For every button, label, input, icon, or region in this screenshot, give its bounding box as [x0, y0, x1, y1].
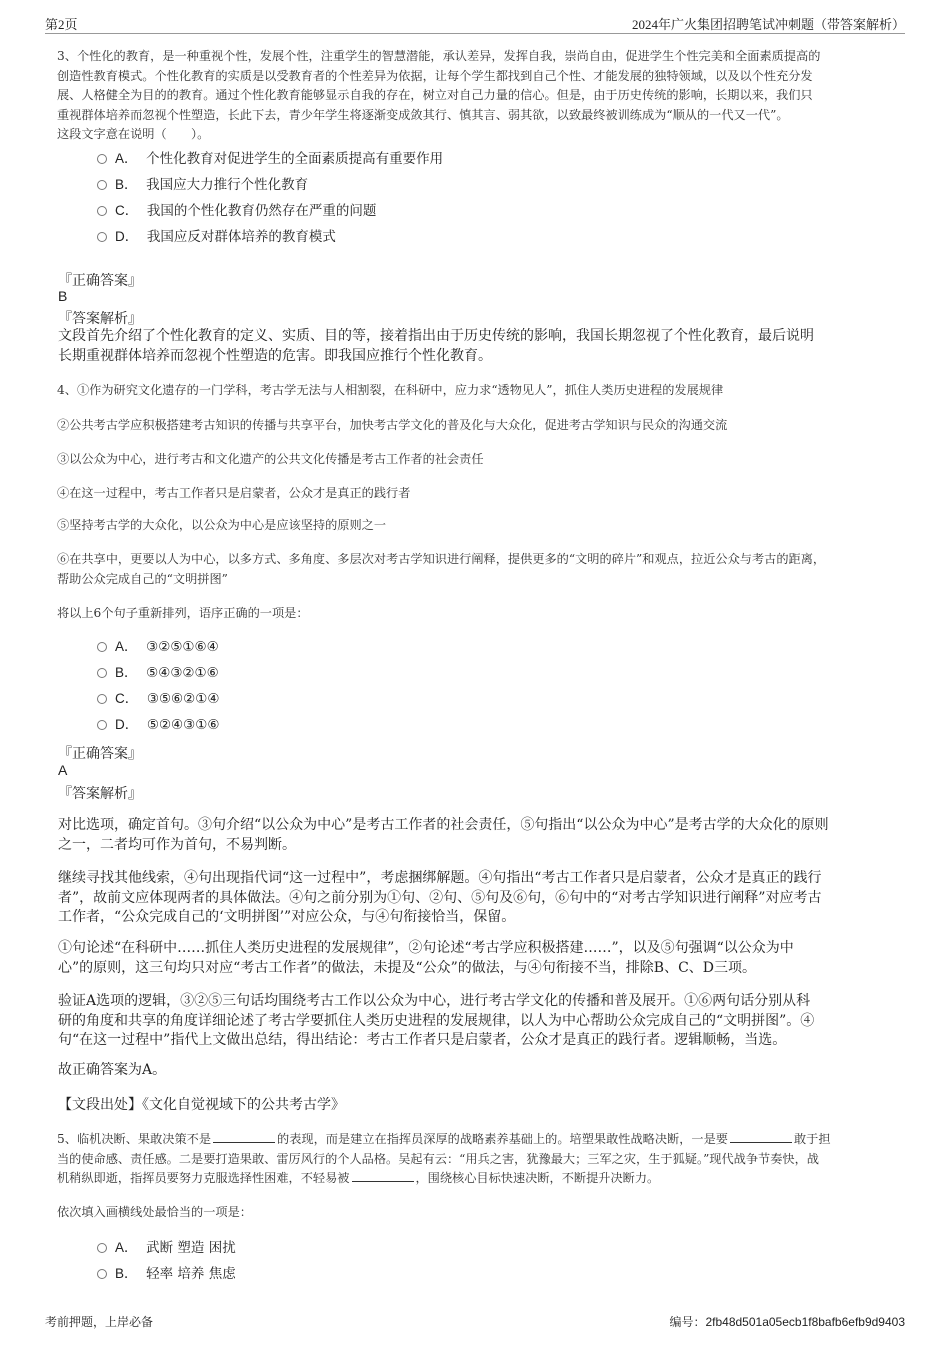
- question-3-line: 创造性教育模式。个性化教育的实质是以受教育者的个性差异为依据，让每个学生都找到自己个性、才能发展的独特领域，以及以个性充分发: [57, 68, 813, 83]
- document-title: 2024年广火集团招聘笔试冲刺题（带答案解析）: [631, 17, 905, 32]
- q4-option-b[interactable]: B． ⑤④③②①⑥: [97, 664, 219, 682]
- radio-icon[interactable]: [97, 232, 107, 242]
- question-3-line: 重视群体培养而忽视个性塑造，长此下去，青少年学生将逐渐变成敛其行、慎其言、弱其欲，以致最终被训练成为“顺从的一代又一代”。: [57, 107, 789, 122]
- q5-option-a[interactable]: A． 武断 塑造 困扰: [97, 1239, 236, 1257]
- q4-analysis-p4: 验证A选项的逻辑，③②⑤三句话均围绕考古工作以公众为中心，进行考古学文化的传播和普及展开。①⑥两句话分别从科 研的角度和共享的角度详细论述了考古学要抓住人类历史进程的发展规律，以人为中心帮助公众完成自己的“文明拼图”。④ 句“在这一过程中”指代上文做出总结，得出结论：考古工作者只是启蒙者，公众才是真正的践行者。逻辑顺畅，当选。: [58, 993, 815, 1049]
- q4-option-d[interactable]: D． ⑤②④③①⑥: [97, 716, 219, 734]
- radio-icon[interactable]: [97, 206, 107, 216]
- radio-icon[interactable]: [97, 694, 107, 704]
- question-5-stem: 5、临机决断、果敢决策不是 的表现，而是建立在指挥员深厚的战略素养基础上的。培塑果敢性战略决断，一是要 敢于担 当的使命感、责任感。二是要打造果敢、雷厉风行的个人品格。吴起有云：“用兵之害，犹豫最大；三军之灾，生于狐疑。”现代战争节奏快，战 机稍纵即逝，指挥员要努力克服选择性困难，不轻易被 ，围绕核心目标快速决断，不断提升决断力。: [57, 1132, 831, 1186]
- radio-icon[interactable]: [97, 668, 107, 678]
- q4-analysis-p2: 继续寻找其他线索，④句出现指代词“这一过程中”，考虑捆绑解题。④句指出“考古工作者只是启蒙者，公众才是真正的践行 者”，故前文应体现两者的具体做法。④句之前分别为①句、②句、⑤句及⑥句，⑥句中的“对考古学知识进行阐释”对应考古 工作者，“公众完成自己的‘文明拼图’”对应公众，与④句衔接恰当，保留。: [58, 870, 822, 926]
- q4-sentence-4: ④在这一过程中，考古工作者只是启蒙者，公众才是真正的践行者: [57, 486, 411, 500]
- q4-sentence-1: 4、①作为研究文化遗存的一门学科，考古学无法与人相割裂，在科研中，应力求“透物见人”，抓住人类历史进程的发展规律: [57, 383, 724, 397]
- footer-slogan: 考前押题，上岸必备: [45, 1315, 154, 1329]
- question-3-stem: [57, 47, 917, 145]
- q4-option-c[interactable]: C． ③⑤⑥②①④: [97, 690, 219, 708]
- q3-option-d[interactable]: D． 我国应反对群体培养的教育模式: [97, 228, 336, 246]
- fill-blank-1: [213, 1133, 275, 1143]
- fill-blank-2: [730, 1133, 792, 1143]
- q4-sentence-2: ②公共考古学应积极搭建考古知识的传播与共享平台，加快考古学文化的普及化与大众化，促进考古学知识与民众的沟通交流: [57, 418, 728, 432]
- page-footer: [45, 1311, 905, 1331]
- q4-analysis-p3: ①句论述“在科研中……抓住人类历史进程的发展规律”，②句论述“考古学应积极搭建……”，以及⑤句强调“以公众为中 心”的原则，这三句均只对应“考古工作者”的做法，未提及“公众”的做法，与④句衔接不当，排除B、C、D三项。: [58, 940, 794, 976]
- radio-icon[interactable]: [97, 642, 107, 652]
- q3-analysis: 文段首先介绍了个性化教育的定义、实质、目的等，接着指出由于历史传统的影响，我国长期忽视了个性化教育，最后说明 长期重视群体培养而忽视个性塑造的危害。即我国应推行个性化教育。: [58, 328, 814, 364]
- q4-answer: A: [58, 762, 68, 778]
- q4-sentence-6: ⑥在共享中，更要以人为中心，以多方式、多角度、多层次对考古学知识进行阐释，提供更多的“文明的碎片”和观点，拉近公众与考古的距离， 帮助公众完成自己的“文明拼图”: [57, 552, 826, 586]
- fill-blank-3: [352, 1172, 414, 1182]
- q4-option-a[interactable]: A． ③②⑤①⑥④: [97, 638, 219, 656]
- radio-icon[interactable]: [97, 720, 107, 730]
- footer-code: 编号：2fb48d501a05ecb1f8bafb6efb9d9403: [669, 1315, 905, 1329]
- q4-source: 【文段出处】《文化自觉视域下的公共考古学》: [58, 1097, 345, 1113]
- q3-analysis-label: 『答案解析』: [58, 311, 142, 327]
- q4-prompt: 将以上6个句子重新排列，语序正确的一项是：: [57, 606, 309, 620]
- q3-answer: B: [58, 288, 68, 304]
- question-3-line: 这段文字意在说明（ ）。: [57, 127, 210, 142]
- q4-analysis-p1: 对比选项，确定首句。③句介绍“以公众为中心”是考古工作者的社会责任，⑤句指出“以公众为中心”是考古学的大众化的原则 之一，二者均可作为首句，不易判断。: [58, 817, 829, 853]
- q3-option-b[interactable]: B． 我国应大力推行个性化教育: [97, 176, 308, 194]
- q3-option-a[interactable]: A． 个性化教育对促进学生的全面素质提高有重要作用: [97, 150, 443, 168]
- q4-sentence-3: ③以公众为中心，进行考古和文化遗产的公共文化传播是考古工作者的社会责任: [57, 452, 484, 466]
- radio-icon[interactable]: [97, 180, 107, 190]
- q5-prompt: 依次填入画横线处最恰当的一项是：: [57, 1205, 252, 1219]
- radio-icon[interactable]: [97, 1243, 107, 1253]
- page-number: 第2页: [45, 17, 78, 32]
- q4-analysis-label: 『答案解析』: [58, 786, 142, 802]
- page-header: [45, 12, 905, 34]
- question-3-line: 展、人格健全为目的的教育。通过个性化教育能够显示自我的存在，树立对自己力量的信心。但是，由于历史传统的影响，长期以来，我们只: [57, 88, 813, 103]
- q4-answer-label: 『正确答案』: [58, 746, 142, 762]
- q4-conclusion: 故正确答案为A。: [58, 1062, 167, 1078]
- question-3-line: 3、个性化的教育，是一种重视个性，发展个性，注重学生的智慧潜能，承认差异，发挥自我，崇尚自由，促进学生个性完美和全面素质提高的: [57, 49, 821, 63]
- radio-icon[interactable]: [97, 1269, 107, 1279]
- q4-sentence-5: ⑤坚持考古学的大众化，以公众为中心是应该坚持的原则之一: [57, 518, 387, 532]
- q3-answer-label: 『正确答案』: [58, 273, 142, 289]
- radio-icon[interactable]: [97, 154, 107, 164]
- q3-option-c[interactable]: C． 我国的个性化教育仍然存在严重的问题: [97, 202, 376, 220]
- q5-option-b[interactable]: B． 轻率 培养 焦虑: [97, 1265, 236, 1283]
